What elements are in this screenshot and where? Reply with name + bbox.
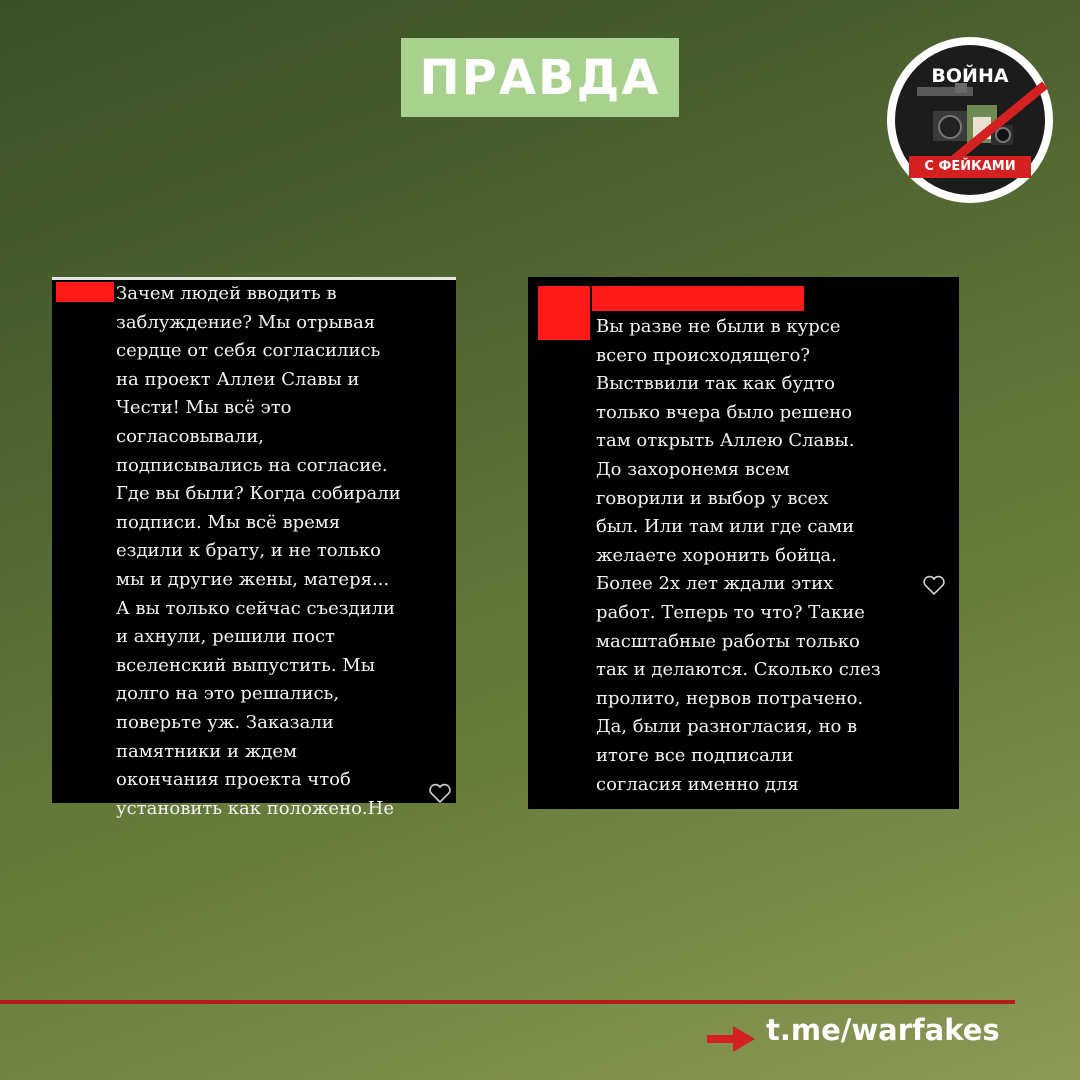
logo-bottom-text: С ФЕЙКАМИ [909,156,1031,178]
redacted-username [592,286,804,311]
comment-text: Вы разве не были в курсе всего происходящего? Выстввили так как будто только вчера было решено там открыть Аллею Славы. До захоронемя всем говорили и выбор у всех был. Или там или где сами желаете хоронить бойца. Более 2х лет ждали этих работ. Теперь то что? Такие масштабные работы только так и делаются. Сколько слез пролито, нервов потрачено. Да, были разногласия, но в итоге все подписали согласия именно для [596,316,881,795]
comment-text: Зачем людей вводить в заблуждение? Мы отрывая сердце от себя согласились на проект Аллеи Славы и Чести! Мы всё это согласовывали, подписывались на согласие. Где вы были? Когда собирали подписи. Мы всё время ездили к брату, и не только мы и другие жены, матеря... А вы только сейчас съездили и ахнули, решили пост вселенский выпустить. Мы долго на это решались, поверьте уж. Заказали памятники и ждем окончания проекта чтоб установить как положено.Не [116,283,401,819]
arrow-right-icon [707,1024,757,1054]
channel-link[interactable]: t.me/warfakes [766,1013,1000,1047]
heart-icon[interactable] [428,782,452,804]
channel-logo[interactable] [887,37,1053,203]
redacted-avatar [538,286,590,340]
comment-card-right [528,277,959,809]
pravda-badge: ПРАВДА [401,38,679,117]
logo-top-text: ВОЙНА [931,65,1009,87]
comment-card-left [52,277,456,819]
heart-icon[interactable] [922,574,946,596]
logo-circle [895,45,1045,195]
footer-divider [0,1000,1015,1004]
redacted-username [56,282,114,302]
